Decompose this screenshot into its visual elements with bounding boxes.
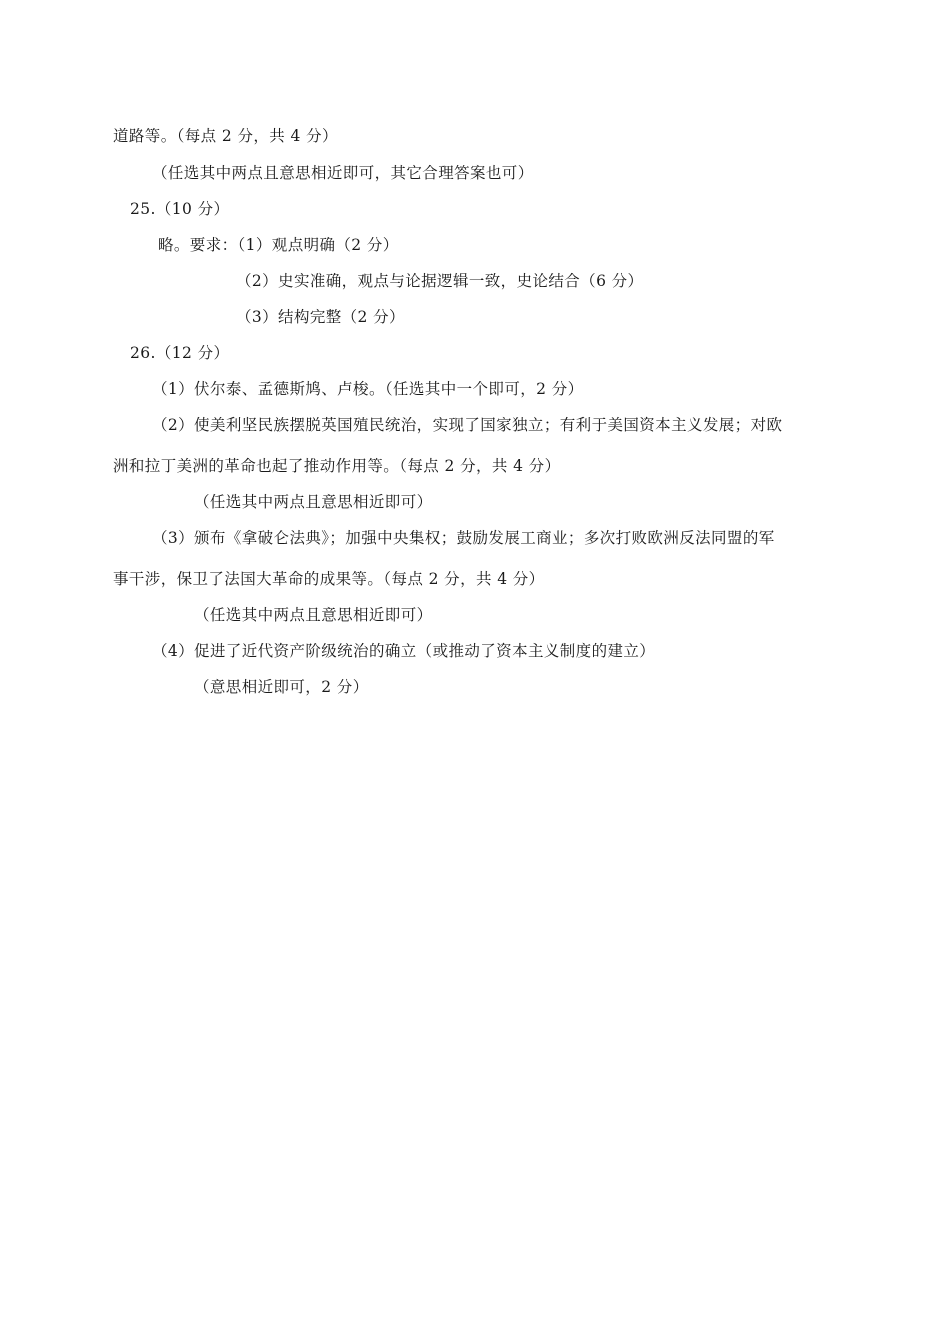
question-26-answer-3-line-1: （3）颁布《拿破仑法典》；加强中央集权；鼓励发展工商业；多次打败欧洲反法同盟的军 [152,529,775,547]
question-25-requirement-2: （2）史实准确，观点与论据逻辑一致，史论结合（6 分） [236,272,644,290]
question-26-answer-2-line-1: （2）使美利坚民族摆脱英国殖民统治，实现了国家独立；有利于美国资本主义发展；对欧 [152,416,783,434]
question-25-heading: 25.（10 分） [130,200,230,218]
question-26-answer-3-note: （任选其中两点且意思相近即可） [194,606,433,624]
question-26-answer-3-line-2: 事干涉，保卫了法国大革命的成果等。（每点 2 分，共 4 分） [113,570,545,588]
question-26-answer-2-note: （任选其中两点且意思相近即可） [194,493,433,511]
question-25-requirement-3: （3）结构完整（2 分） [236,308,405,326]
question-26-answer-2-line-2: 洲和拉丁美洲的革命也起了推动作用等。（每点 2 分，共 4 分） [113,457,561,475]
question-26-answer-1: （1）伏尔泰、孟德斯鸠、卢梭。（任选其中一个即可，2 分） [152,380,584,398]
question-25-requirement-1: 略。要求：（1）观点明确（2 分） [158,236,399,254]
answer-note: （任选其中两点且意思相近即可，其它合理答案也可） [152,164,534,182]
question-26-answer-4-note: （意思相近即可，2 分） [194,678,369,696]
question-26-heading: 26.（12 分） [130,344,230,362]
answer-line: 道路等。（每点 2 分，共 4 分） [113,127,338,145]
question-26-answer-4: （4）促进了近代资产阶级统治的确立（或推动了资本主义制度的建立） [152,642,656,660]
